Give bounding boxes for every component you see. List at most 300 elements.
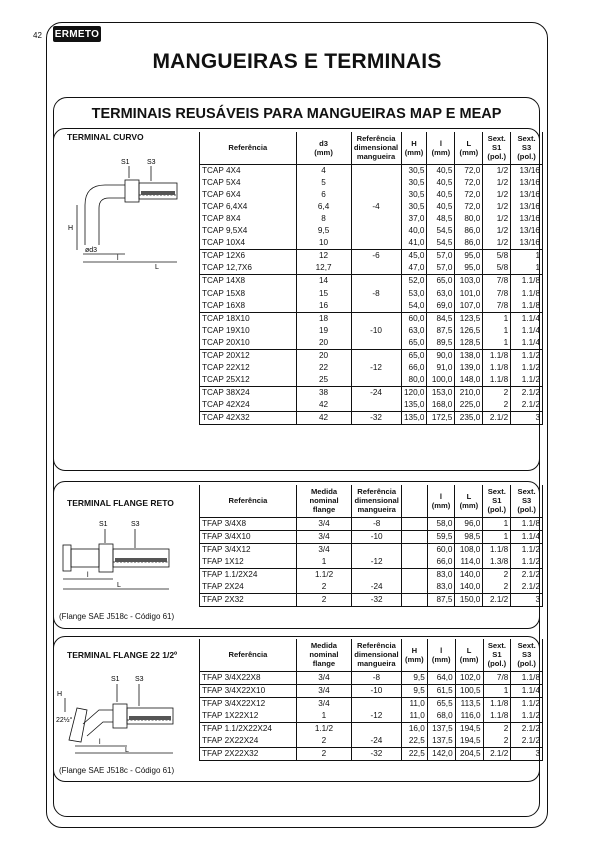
cell-s3: 13/16: [511, 225, 543, 237]
cell-s1: 1.1/8: [483, 543, 511, 556]
cell-ref: TCAP 12X6: [200, 250, 297, 263]
cell-h: 16,0: [401, 722, 427, 735]
cell-med: 3/4: [296, 697, 351, 710]
cell-dim: -12: [351, 710, 401, 723]
L-label: L: [125, 747, 129, 754]
column-header-s3: Sext. S3 (pol.): [511, 485, 543, 517]
cell-l2: 150,0: [455, 593, 483, 606]
cell-l2: 72,0: [455, 164, 483, 177]
cell-s1: 7/8: [483, 300, 511, 313]
cell-dim: -8: [351, 671, 401, 684]
cell-h: 9,5: [401, 684, 427, 697]
cell-h: 30,5: [401, 177, 427, 189]
cell-l2: 72,0: [455, 201, 483, 213]
cell-dim: [351, 697, 401, 710]
cell-h: 65,0: [401, 337, 427, 350]
table-row: [200, 697, 543, 710]
cell-l1: 48,5: [427, 213, 455, 225]
column-header-ref: Referência: [200, 485, 297, 517]
cell-ref: TCAP 42X24: [200, 399, 297, 412]
cell-med: 3/4: [296, 684, 351, 697]
column-header-dim: Referência dimensional mangueira: [352, 485, 402, 517]
cell-l2: 138,0: [455, 349, 483, 362]
cell-s1: 1.1/8: [483, 697, 511, 710]
cell-l2: 95,0: [455, 262, 483, 275]
cell-l2: 235,0: [455, 412, 483, 425]
cell-med: 38: [296, 387, 351, 400]
cell-dim: -12: [351, 362, 401, 374]
cell-dim: [351, 189, 401, 201]
cell-l1: 87,5: [427, 593, 455, 606]
table-row: [200, 568, 543, 581]
column-header-dim: Referência dimensional mangueira: [351, 132, 401, 164]
cell-dim: [351, 337, 401, 350]
cell-med: 19: [296, 325, 351, 337]
table-row: [200, 337, 543, 350]
cell-h: 135,0: [401, 399, 427, 412]
cell-ref: TCAP 4X4: [200, 164, 297, 177]
column-header-med: d3 (mm): [296, 132, 351, 164]
cell-s1: 7/8: [483, 671, 511, 684]
cell-s3: 2.1/2: [511, 568, 543, 581]
cell-h: 80,0: [401, 374, 427, 387]
column-header-h: [402, 485, 427, 517]
cell-dim: [351, 225, 401, 237]
cell-l2: 95,0: [455, 250, 483, 263]
table-row: [200, 517, 543, 530]
table-row: [200, 387, 543, 400]
s3-label: S3: [131, 521, 140, 528]
cell-s1: 1: [483, 530, 511, 543]
cell-s1: 1: [483, 337, 511, 350]
table-row: [200, 201, 543, 213]
column-header-l1: l (mm): [427, 485, 455, 517]
cell-med: 8: [296, 213, 351, 225]
column-header-l2: L (mm): [455, 639, 483, 671]
table-row: [200, 735, 543, 748]
cell-l1: 68,0: [427, 710, 455, 723]
table-row: [200, 722, 543, 735]
cell-ref: TCAP 22X12: [200, 362, 297, 374]
cell-l2: 204,5: [455, 747, 483, 760]
cell-med: 42: [296, 412, 351, 425]
cell-s3: 1.1/2: [511, 556, 543, 569]
cell-med: 3/4: [296, 517, 351, 530]
cell-h: 30,5: [401, 164, 427, 177]
cell-l1: 69,0: [427, 300, 455, 313]
cell-dim: -24: [352, 581, 402, 594]
cell-med: 12: [296, 250, 351, 263]
cell-dim: [351, 349, 401, 362]
cell-h: [402, 593, 427, 606]
cell-dim: -24: [351, 735, 401, 748]
cell-l2: 102,0: [455, 671, 483, 684]
cell-ref: TCAP 20X10: [200, 337, 297, 350]
cell-ref: TCAP 18X10: [200, 312, 297, 325]
cell-med: 14: [296, 275, 351, 288]
cell-l2: 140,0: [455, 568, 483, 581]
cell-s1: 2: [483, 387, 511, 400]
cell-dim: [351, 312, 401, 325]
table-row: [200, 275, 543, 288]
cell-s3: 1: [511, 262, 543, 275]
cell-med: 1.1/2: [296, 722, 351, 735]
cell-dim: [351, 300, 401, 313]
cell-dim: [351, 237, 401, 250]
table-row: [200, 189, 543, 201]
cell-h: 22,5: [401, 735, 427, 748]
cell-s1: 1/2: [483, 177, 511, 189]
cell-s3: 13/16: [511, 164, 543, 177]
table-header-row: [200, 639, 543, 671]
s3-label: S3: [135, 676, 144, 683]
cell-l1: 64,0: [427, 671, 455, 684]
cell-l2: 148,0: [455, 374, 483, 387]
cell-h: 120,0: [401, 387, 427, 400]
cell-l1: 54,5: [427, 237, 455, 250]
cell-s1: 1.1/8: [483, 374, 511, 387]
cell-l2: 72,0: [455, 177, 483, 189]
cell-s3: 3: [511, 747, 543, 760]
cell-l1: 100,0: [427, 374, 455, 387]
cell-s3: 13/16: [511, 237, 543, 250]
column-header-s3: Sext. S3 (pol.): [511, 639, 543, 671]
section-terminal-flange-reto: [53, 481, 543, 629]
spec-table: [199, 132, 543, 425]
cell-dim: -8: [351, 287, 401, 299]
cell-s3: 1.1/2: [511, 349, 543, 362]
cell-s3: 2.1/2: [511, 387, 543, 400]
cell-s1: 1: [483, 684, 511, 697]
cell-l1: 172,5: [427, 412, 455, 425]
cell-ref: TCAP 8X4: [200, 213, 297, 225]
cell-l1: 142,0: [427, 747, 455, 760]
cell-s1: 2.1/2: [483, 747, 511, 760]
cell-s1: 1/2: [483, 225, 511, 237]
cell-s1: 1: [483, 312, 511, 325]
cell-s1: 1.1/8: [483, 349, 511, 362]
cell-l2: 128,5: [455, 337, 483, 350]
cell-s1: 2.1/2: [483, 593, 511, 606]
cell-l1: 83,0: [427, 581, 455, 594]
table-row: [200, 250, 543, 263]
cell-h: [402, 581, 427, 594]
cell-ref: TFAP 1.1/2X24: [200, 568, 297, 581]
cell-s3: 1.1/8: [511, 275, 543, 288]
cell-dim: -32: [352, 593, 402, 606]
cell-dim: [351, 275, 401, 288]
cell-ref: TFAP 2X22X32: [200, 747, 297, 760]
cell-ref: TCAP 38X24: [200, 387, 297, 400]
cell-s1: 1/2: [483, 213, 511, 225]
cell-ref: TCAP 25X12: [200, 374, 297, 387]
cell-dim: [351, 374, 401, 387]
cell-l2: 103,0: [455, 275, 483, 288]
cell-s1: 1: [483, 517, 511, 530]
cell-h: 63,0: [401, 325, 427, 337]
cell-h: 47,0: [401, 262, 427, 275]
spec-table: [199, 639, 543, 761]
table-row: [200, 349, 543, 362]
cell-h: 66,0: [401, 362, 427, 374]
table-row: [200, 213, 543, 225]
cell-ref: TFAP 3/4X22X10: [200, 684, 297, 697]
cell-ref: TFAP 3/4X8: [200, 517, 297, 530]
cell-ref: TCAP 5X4: [200, 177, 297, 189]
table-row: [200, 362, 543, 374]
cell-med: 1: [296, 710, 351, 723]
cell-h: 11,0: [401, 697, 427, 710]
cell-h: [402, 517, 427, 530]
cell-s3: 1.1/4: [511, 684, 543, 697]
cell-s1: 1/2: [483, 237, 511, 250]
cell-s3: 1.1/4: [511, 325, 543, 337]
cell-s3: 13/16: [511, 189, 543, 201]
cell-l2: 194,5: [455, 735, 483, 748]
cell-ref: TCAP 10X4: [200, 237, 297, 250]
column-header-s1: Sext. S1 (pol.): [483, 639, 511, 671]
cell-med: 9,5: [296, 225, 351, 237]
cell-l2: 107,0: [455, 300, 483, 313]
cell-dim: -10: [352, 530, 402, 543]
cell-s1: 7/8: [483, 275, 511, 288]
cell-med: 22: [296, 362, 351, 374]
cell-s3: 1.1/8: [511, 300, 543, 313]
cell-l1: 84,5: [427, 312, 455, 325]
cell-l2: 194,5: [455, 722, 483, 735]
cell-h: 65,0: [401, 349, 427, 362]
page-number: 42: [33, 31, 42, 40]
cell-l1: 40,5: [427, 189, 455, 201]
cell-med: 20: [296, 349, 351, 362]
cell-ref: TFAP 2X24: [200, 581, 297, 594]
cell-s1: 1/2: [483, 189, 511, 201]
table-row: [200, 399, 543, 412]
table-row: [200, 374, 543, 387]
cell-s3: 1.1/4: [511, 337, 543, 350]
cell-l1: 66,0: [427, 556, 455, 569]
cell-s1: 1: [483, 325, 511, 337]
cell-s1: 5/8: [483, 262, 511, 275]
cell-s3: 2.1/2: [511, 399, 543, 412]
cell-l2: 116,0: [455, 710, 483, 723]
cell-l2: 113,5: [455, 697, 483, 710]
table-row: [200, 300, 543, 313]
cell-dim: [351, 164, 401, 177]
cell-s3: 2.1/2: [511, 581, 543, 594]
cell-h: 45,0: [401, 250, 427, 263]
cell-h: 22,5: [401, 747, 427, 760]
s1-label: S1: [99, 521, 108, 528]
cell-s3: 13/16: [511, 213, 543, 225]
cell-dim: -24: [351, 387, 401, 400]
cell-h: 41,0: [401, 237, 427, 250]
cell-h: [402, 556, 427, 569]
cell-l1: 89,5: [427, 337, 455, 350]
column-header-dim: Referência dimensional mangueira: [351, 639, 401, 671]
cell-l1: 168,0: [427, 399, 455, 412]
cell-ref: TFAP 1X22X12: [200, 710, 297, 723]
cell-med: 2: [296, 593, 351, 606]
cell-h: [402, 543, 427, 556]
L-label: L: [117, 582, 121, 589]
cell-l1: 40,5: [427, 164, 455, 177]
s1-label: S1: [111, 676, 120, 683]
cell-h: 54,0: [401, 300, 427, 313]
cell-s3: 3: [511, 412, 543, 425]
table-row: [200, 671, 543, 684]
table-row: [200, 710, 543, 723]
cell-med: 6: [296, 189, 351, 201]
cell-med: 15: [296, 287, 351, 299]
column-header-l2: L (mm): [455, 132, 483, 164]
cell-ref: TFAP 3/4X22X12: [200, 697, 297, 710]
cell-s3: 1.1/2: [511, 362, 543, 374]
cell-dim: -32: [351, 412, 401, 425]
cell-med: 3/4: [296, 543, 351, 556]
cell-dim: [351, 177, 401, 189]
cell-ref: TCAP 6,4X4: [200, 201, 297, 213]
column-header-ref: Referência: [200, 639, 297, 671]
cell-dim: -32: [351, 747, 401, 760]
cell-l2: 140,0: [455, 581, 483, 594]
cell-med: 42: [296, 399, 351, 412]
cell-h: 52,0: [401, 275, 427, 288]
cell-s1: 1/2: [483, 201, 511, 213]
cell-h: 30,5: [401, 189, 427, 201]
cell-l1: 83,0: [427, 568, 455, 581]
cell-med: 5: [296, 177, 351, 189]
cell-h: 53,0: [401, 287, 427, 299]
table-row: [200, 225, 543, 237]
cell-ref: TCAP 20X12: [200, 349, 297, 362]
column-header-l1: l (mm): [427, 132, 455, 164]
cell-s3: 1.1/8: [511, 287, 543, 299]
cell-l1: 54,5: [427, 225, 455, 237]
column-header-med: Medida nominal flange: [296, 639, 351, 671]
table-row: [200, 581, 543, 594]
table-row: [200, 325, 543, 337]
table-header-row: [200, 132, 543, 164]
table-row: [200, 262, 543, 275]
cell-l1: 58,0: [427, 517, 455, 530]
cell-s3: 13/16: [511, 177, 543, 189]
table-header-row: [200, 485, 543, 517]
l-label: l: [87, 572, 89, 579]
cell-h: 11,0: [401, 710, 427, 723]
cell-l1: 61,5: [427, 684, 455, 697]
cell-l2: 86,0: [455, 225, 483, 237]
cell-med: 2: [296, 581, 351, 594]
cell-ref: TCAP 42X32: [200, 412, 297, 425]
table-row: [200, 593, 543, 606]
table-row: [200, 312, 543, 325]
cell-med: 25: [296, 374, 351, 387]
cell-l2: 126,5: [455, 325, 483, 337]
cell-l2: 225,0: [455, 399, 483, 412]
cell-s3: 2.1/2: [511, 722, 543, 735]
cell-dim: [352, 543, 402, 556]
cell-h: 135,0: [401, 412, 427, 425]
cell-ref: TFAP 2X22X24: [200, 735, 297, 748]
cell-l1: 90,0: [427, 349, 455, 362]
cell-dim: [351, 262, 401, 275]
column-header-h: H (mm): [401, 132, 427, 164]
cell-l1: 87,5: [427, 325, 455, 337]
s1-label: S1: [121, 159, 130, 166]
cell-ref: TCAP 12,7X6: [200, 262, 297, 275]
cell-s3: 1.1/2: [511, 374, 543, 387]
l-label: l: [99, 739, 101, 746]
cell-s1: 1.3/8: [483, 556, 511, 569]
table-row: [200, 412, 543, 425]
table-row: [200, 684, 543, 697]
cell-med: 12,7: [296, 262, 351, 275]
cell-s3: 1.1/8: [511, 671, 543, 684]
cell-dim: -12: [352, 556, 402, 569]
table-row: [200, 556, 543, 569]
cell-dim: [351, 722, 401, 735]
column-header-s3: Sext. S3 (pol.): [511, 132, 543, 164]
cell-l1: 60,0: [427, 543, 455, 556]
cell-l1: 65,5: [427, 697, 455, 710]
cell-l2: 114,0: [455, 556, 483, 569]
table-row: [200, 177, 543, 189]
column-header-h: H (mm): [401, 639, 427, 671]
cell-h: [402, 530, 427, 543]
cell-ref: TCAP 19X10: [200, 325, 297, 337]
table-row: [200, 237, 543, 250]
table-row: [200, 747, 543, 760]
cell-s3: 13/16: [511, 201, 543, 213]
cell-l2: 72,0: [455, 189, 483, 201]
cell-s3: 1.1/2: [511, 710, 543, 723]
cell-med: 2: [296, 747, 351, 760]
cell-ref: TCAP 16X8: [200, 300, 297, 313]
cell-s1: 1.1/8: [483, 362, 511, 374]
cell-ref: TFAP 3/4X22X8: [200, 671, 297, 684]
cell-med: 3/4: [296, 671, 351, 684]
section-terminal-flange-22: [53, 636, 543, 782]
cell-l2: 210,0: [455, 387, 483, 400]
cell-s3: 2.1/2: [511, 735, 543, 748]
cell-l1: 153,0: [427, 387, 455, 400]
cell-l1: 59,5: [427, 530, 455, 543]
cell-s3: 1.1/8: [511, 517, 543, 530]
cell-s1: 2: [483, 581, 511, 594]
cell-s1: 2.1/2: [483, 412, 511, 425]
s3-label: S3: [147, 159, 156, 166]
flange-standard-note: (Flange SAE J518c - Código 61): [59, 612, 175, 621]
cell-s1: 5/8: [483, 250, 511, 263]
cell-l2: 108,0: [455, 543, 483, 556]
cell-s3: 1.1/2: [511, 697, 543, 710]
table-row: [200, 164, 543, 177]
cell-dim: [351, 399, 401, 412]
section-terminal-curvo: [53, 128, 543, 471]
cell-s1: 1/2: [483, 164, 511, 177]
cell-s1: 2: [483, 735, 511, 748]
cell-s3: 1.1/4: [511, 312, 543, 325]
h-label: H: [57, 691, 63, 698]
angle-label: 22½°: [56, 717, 73, 724]
cell-ref: TFAP 2X32: [200, 593, 297, 606]
cell-l2: 96,0: [455, 517, 483, 530]
cell-h: 60,0: [401, 312, 427, 325]
cell-dim: -10: [351, 325, 401, 337]
cell-l1: 65,0: [427, 275, 455, 288]
cell-l1: 40,5: [427, 177, 455, 189]
